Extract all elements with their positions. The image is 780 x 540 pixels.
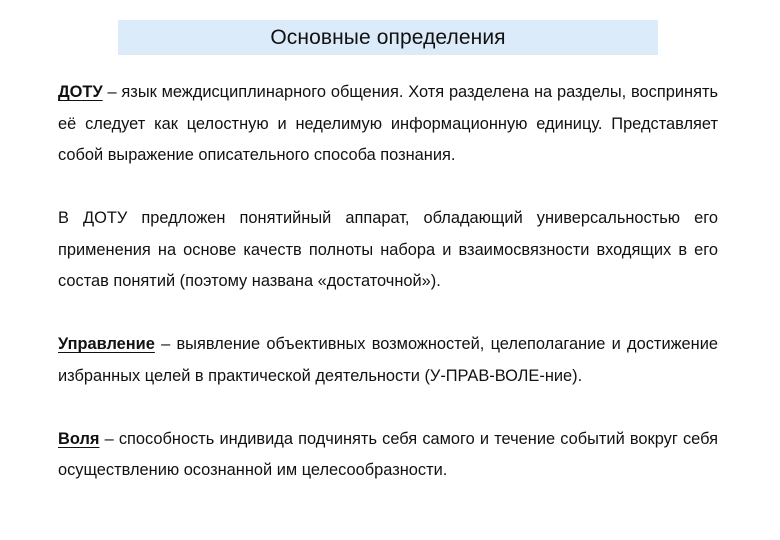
title-bar xyxy=(118,20,658,55)
definition-paragraph-apparatus xyxy=(58,203,718,298)
definition-paragraph-management xyxy=(58,329,718,392)
definition-text: В ДОТУ предложен понятийный аппарат, обладающий универсальностью его применения на основе качеств полноты набора и взаимосвязности входящих в его состав понятий (поэтому названа «достаточной»). xyxy=(58,209,718,290)
definition-text: – способность индивида подчинять себя самого и течение событий вокруг себя осуществлению осознанной им целесообразности. xyxy=(58,429,718,479)
definition-text: – язык междисциплинарного общения. Хотя разделена на разделы, воспринять её следует как целостную и неделимую информационную единицу. Представляет собой выражение описательного способа познания. xyxy=(58,83,718,164)
definitions-body xyxy=(58,77,718,487)
definition-paragraph-will xyxy=(58,424,718,487)
page-title: Основные определения xyxy=(270,25,506,49)
definition-term: Управление xyxy=(58,335,155,353)
definition-text: – выявление объективных возможностей, целеполагание и достижение избранных целей в практической деятельности (У-ПРАВ-ВОЛЕ-ние). xyxy=(58,335,718,385)
definition-paragraph-dotu xyxy=(58,77,718,172)
definition-term: ДОТУ xyxy=(58,83,103,101)
definition-term: Воля xyxy=(58,429,100,448)
